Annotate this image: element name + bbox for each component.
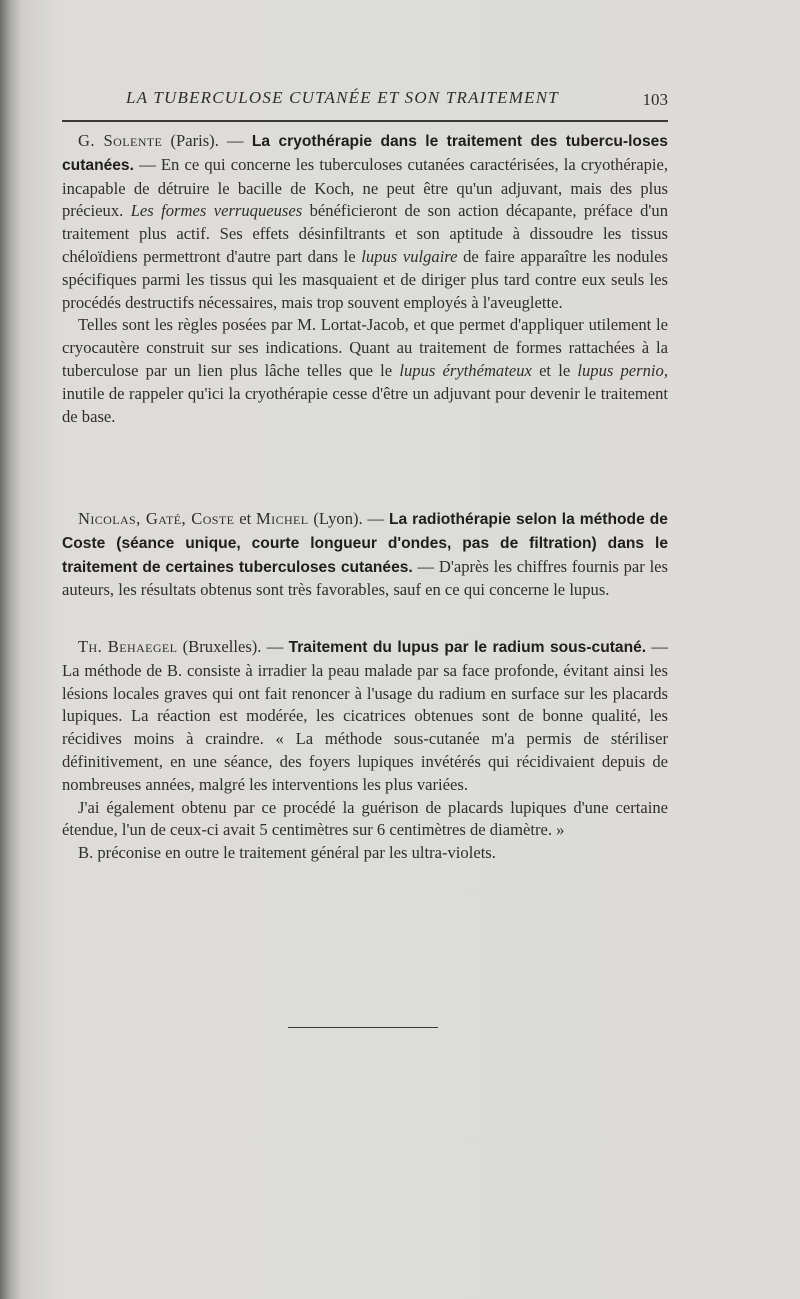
section-end-rule — [288, 1027, 438, 1028]
body-text: et le — [539, 360, 571, 380]
body-text: bénéficieront de son action décapante, préface d'un traitement plus actif. Ses effets désinfiltrants et son aptitude à dissoudre les tissus chéloïdiens permettront d'autre part dans le — [62, 201, 668, 266]
body-text: B. préconise en outre le traitement général par les ultra-violets. — [78, 843, 496, 863]
abstract-paragraph — [62, 636, 668, 797]
abstract-paragraph — [62, 314, 668, 428]
abstract-behaegel — [62, 636, 668, 865]
body-text: — D'après les chiffres fournis par les auteurs, les résultats obtenus sont très favorables, sauf en ce qui concerne le lupus. — [62, 556, 668, 600]
running-title: LA TUBERCULOSE CUTANÉE ET SON TRAITEMENT — [126, 88, 559, 107]
abstract-nicolas — [62, 508, 668, 602]
author-name: Th. Behaegel — [78, 637, 178, 656]
body-text: J'ai également obtenu par ce procédé la guérison de placards lupiques d'une certaine étendue, l'un de ceux-ci avait 5 centimètres sur 6 centimètres de diamètre. » — [62, 797, 668, 840]
author-name: Nicolas, Gaté, Coste — [78, 509, 235, 528]
author-city: (Paris). — — [170, 131, 244, 150]
abstract-paragraph — [62, 130, 668, 314]
abstract-solente — [62, 130, 668, 428]
body-text: — La méthode de B. consiste à irradier la peau malade par sa face profonde, évitant ainsi les lésions locales graves qui ont fait renoncer à l'usage du radium en surface sur les placards lupiques. La réaction est modérée, les cicatrices obtenues sont de bonne qualité, les récidives moins à craindre. « La méthode sous-cutanée m'a permis de stériliser définitivement, en une séance, des foyers lupiques invétérés qui récidivaient depuis de nombreuses années, malgré les interventions les plus variées. — [62, 637, 668, 794]
abstract-title: La radiothérapie selon la méthode de Coste (séance unique, courte longueur d'ondes, pas de filtration) dans le traitement de certaines tuberculoses cutanées. — [62, 511, 668, 576]
abstract-title: La cryothérapie dans le traitement des tubercu-loses cutanées. — [62, 133, 668, 174]
page-number: 103 — [642, 90, 668, 109]
author-city: (Bruxelles). — — [182, 637, 284, 656]
abstract-paragraph — [62, 508, 668, 602]
author-city: (Lyon). — — [313, 509, 385, 528]
abstract-title: Traitement du lupus par le radium sous-cutané. — [288, 639, 647, 656]
italic-term: lupus vulgaire — [361, 246, 458, 266]
author-name: Michel — [256, 509, 309, 528]
italic-term: Les formes verruqueuses — [130, 201, 303, 221]
abstract-paragraph — [62, 797, 668, 843]
author-conjunction: et — [239, 509, 252, 528]
abstract-paragraph — [62, 842, 668, 865]
italic-term: lupus pernio, — [577, 360, 668, 380]
author-name: G. Solente — [78, 131, 163, 150]
body-text: Telles sont les règles posées par M. Lortat-Jacob, et que permet d'appliquer utilement le cryocautère construit sur ses indications. Quant au traitement de formes rattachées à la tuberculose par un lien plus lâche telles que le — [62, 315, 668, 380]
body-text: — En ce qui concerne les tuberculoses cutanées caractérisées, la cryothérapie, incapable de détruire le bacille de Koch, ne peut être qu'un adjuvant, mais des plus précieux. — [62, 154, 668, 221]
body-text: de faire apparaître les nodules spécifiques parmi les tissus qui les masquaient et de diriger plus tard contre eux seuls les procédés destructifs nécessaires, mais trop souvent employés à l'aveuglette. — [62, 246, 668, 312]
italic-term: lupus érythémateux — [399, 360, 532, 380]
body-text: inutile de rappeler qu'ici la cryothérapie cesse d'être un adjuvant pour devenir le traitement de base. — [62, 383, 668, 426]
header-rule — [62, 120, 668, 122]
page-header — [62, 84, 668, 114]
